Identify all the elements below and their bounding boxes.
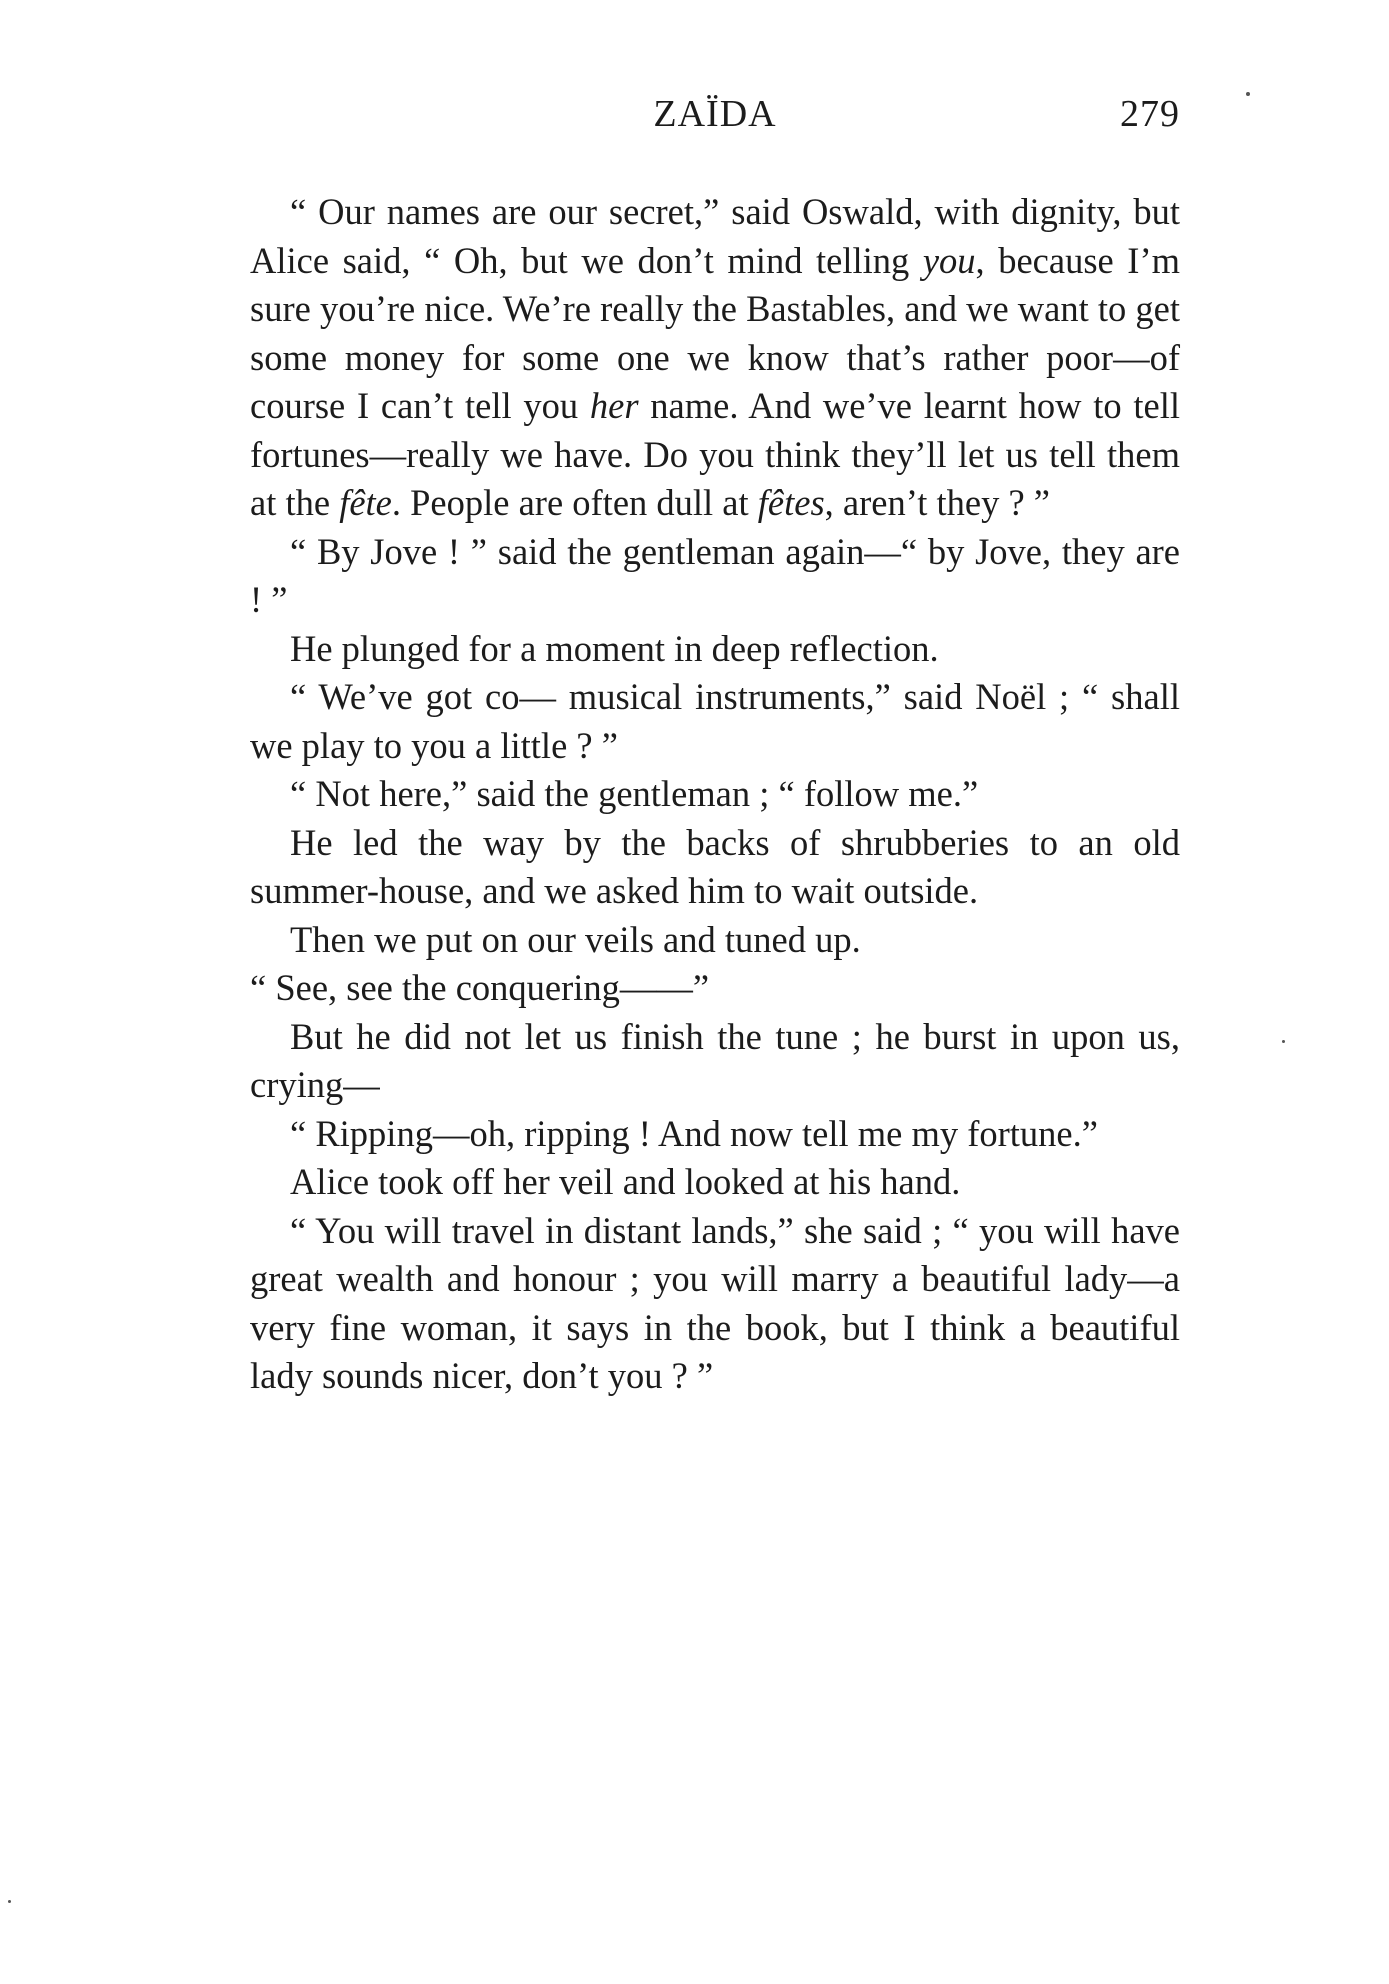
scan-speck (1282, 1040, 1285, 1043)
paragraph-follow-me: “ Not here,” said the gentleman ; “ follow me.” (290, 773, 979, 814)
scan-speck (1246, 92, 1250, 96)
paragraph-alice-veil: Alice took off her veil and looked at his hand. (290, 1161, 961, 1202)
paragraph-by-jove: “ By Jove ! ” said the gentleman again—“ by Jove, they are ! ” (250, 530, 1180, 620)
paragraph-summer-house: He led the way by the backs of shrubberies to an old summer-house, and we asked him to wait outside. (250, 821, 1180, 911)
paragraph-finish-tune: But he did not let us finish the tune ; he burst in upon us, crying— (250, 1015, 1180, 1105)
paragraph-instruments: “ We’ve got co— musical instruments,” said Noël ; “ shall we play to you a little ? ” (250, 676, 1180, 766)
paragraph-reflection: He plunged for a moment in deep reflection. (290, 627, 939, 669)
paragraph-veils: Then we put on our veils and tuned up. (290, 918, 861, 960)
chapter-title: ZAÏDA (653, 93, 777, 135)
running-head (250, 92, 1180, 142)
paragraph-fortune: “ You will travel in distant lands,” she said ; “ you will have great wealth and honour ; you will marry a beautiful lady—a very fine woman, it says in the book, but I think a beautiful lady sounds nicer, don’t you ? ” (250, 1209, 1180, 1396)
body-text (250, 188, 1180, 1401)
page-number: 279 (1120, 93, 1180, 135)
paragraph-names-secret: “ Our names are our secret,” said Oswald, with dignity, but Alice said, “ Oh, but we don’t mind telling you, because I’m sure you’re nice. We’re really the Bastables, and we want to get some money for some one we know that’s rather poor—of course I can’t tell you her name. And we’ve learnt how to tell fortunes—really we have. Do you think they’ll let us tell them at the fête. People are often dull at fêtes, aren’t they ? ” (250, 191, 1181, 523)
paragraph-ripping: “ Ripping—oh, ripping ! And now tell me my fortune.” (290, 1112, 1098, 1154)
scan-speck (8, 1900, 11, 1903)
paragraph-conquering: “ See, see the conquering——” (250, 967, 710, 1008)
